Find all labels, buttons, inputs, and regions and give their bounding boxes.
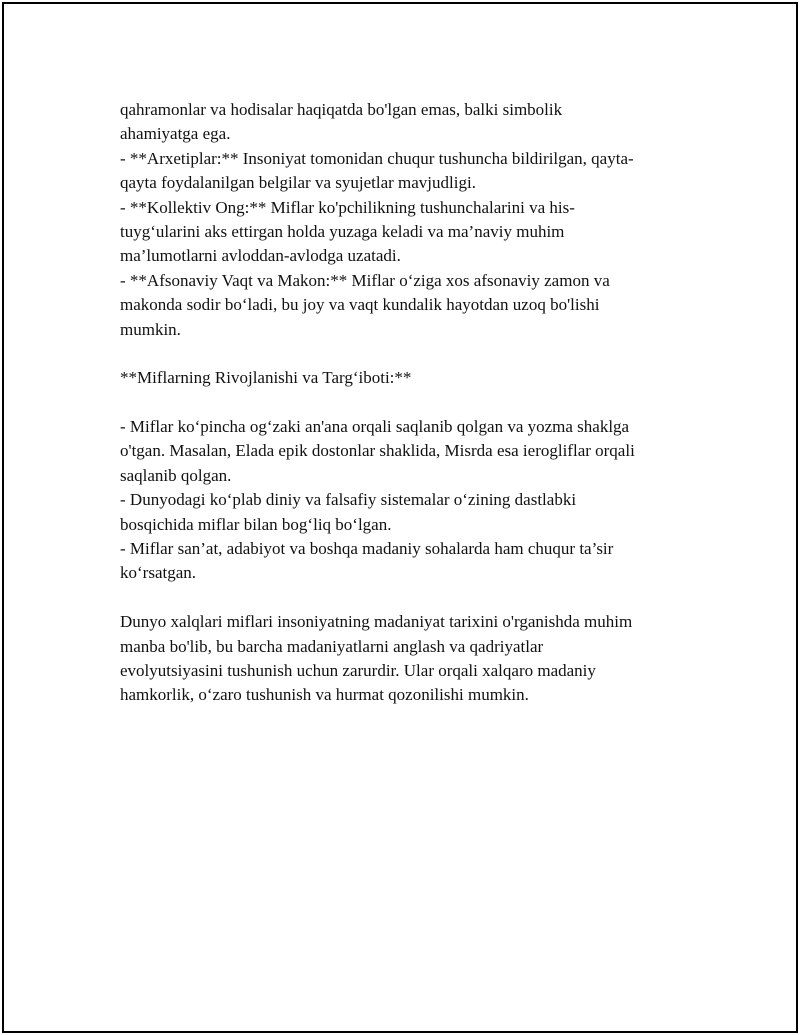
section-heading [120, 366, 690, 390]
list-item-religious-systems: - Dunyodagi ko‘plab diniy va falsafiy sistemalar o‘zining dastlabki [120, 490, 577, 510]
text-line: ahamiyatga ega. [120, 124, 231, 144]
text-line: ko‘rsatgan. [120, 563, 197, 583]
text-line: mumkin. [120, 319, 181, 339]
text-line: makonda sodir bo‘ladi, bu joy va vaqt kundalik hayotdan uzoq bo'lishi [120, 295, 600, 315]
paragraph-development [120, 415, 690, 586]
text-line: evolyutsiyasini tushunish uchun zarurdir. Ular orqali xalqaro madaniy [120, 660, 596, 680]
paragraph-features [120, 98, 690, 342]
text-line: qahramonlar va hodisalar haqiqatda bo'lgan emas, balki simbolik [120, 100, 563, 119]
list-item-archetypes: - **Arxetiplar:** Insoniyat tomonidan chuqur tushuncha bildirilgan, qayta- [120, 148, 634, 168]
list-item-mythical-time-space: - **Afsonaviy Vaqt va Makon:** Miflar o‘ziga xos afsonaviy zamon va [120, 270, 610, 290]
paragraph-conclusion [120, 610, 690, 708]
text-line: tuyg‘ularini aks ettirgan holda yuzaga keladi va ma’naviy muhim [120, 221, 565, 241]
text-line: o'tgan. Masalan, Elada epik dostonlar shaklida, Misrda esa ierogliflar orqali [120, 441, 635, 461]
list-item-oral-tradition: - Miflar ko‘pincha og‘zaki an'ana orqali saqlanib qolgan va yozma shaklga [120, 417, 630, 437]
list-item-art-influence: - Miflar san’at, adabiyot va boshqa madaniy sohalarda ham chuqur ta’sir [120, 539, 614, 559]
text-line: Dunyo xalqlari miflari insoniyatning madaniyat tarixini o'rganishda muhim [120, 612, 633, 632]
paragraph-spacer [120, 342, 690, 366]
paragraph-spacer [120, 391, 690, 415]
text-line: qayta foydalanilgan belgilar va syujetlar mavjudligi. [120, 173, 476, 193]
text-line: manba bo'lib, bu barcha madaniyatlarni anglash va qadriyatlar [120, 636, 544, 656]
text-line: bosqichida miflar bilan bog‘liq bo‘lgan. [120, 514, 392, 534]
document-body [120, 98, 690, 708]
heading-line: **Miflarning Rivojlanishi va Targ‘iboti:** [120, 368, 412, 388]
page-frame [2, 2, 798, 1033]
list-item-collective-consciousness: - **Kollektiv Ong:** Miflar ko'pchilikning tushunchalarini va his- [120, 197, 575, 217]
text-line: hamkorlik, o‘zaro tushunish va hurmat qozonilishi mumkin. [120, 685, 529, 705]
text-line: saqlanib qolgan. [120, 465, 232, 485]
paragraph-spacer [120, 586, 690, 610]
text-line: ma’lumotlarni avloddan-avlodga uzatadi. [120, 246, 401, 266]
